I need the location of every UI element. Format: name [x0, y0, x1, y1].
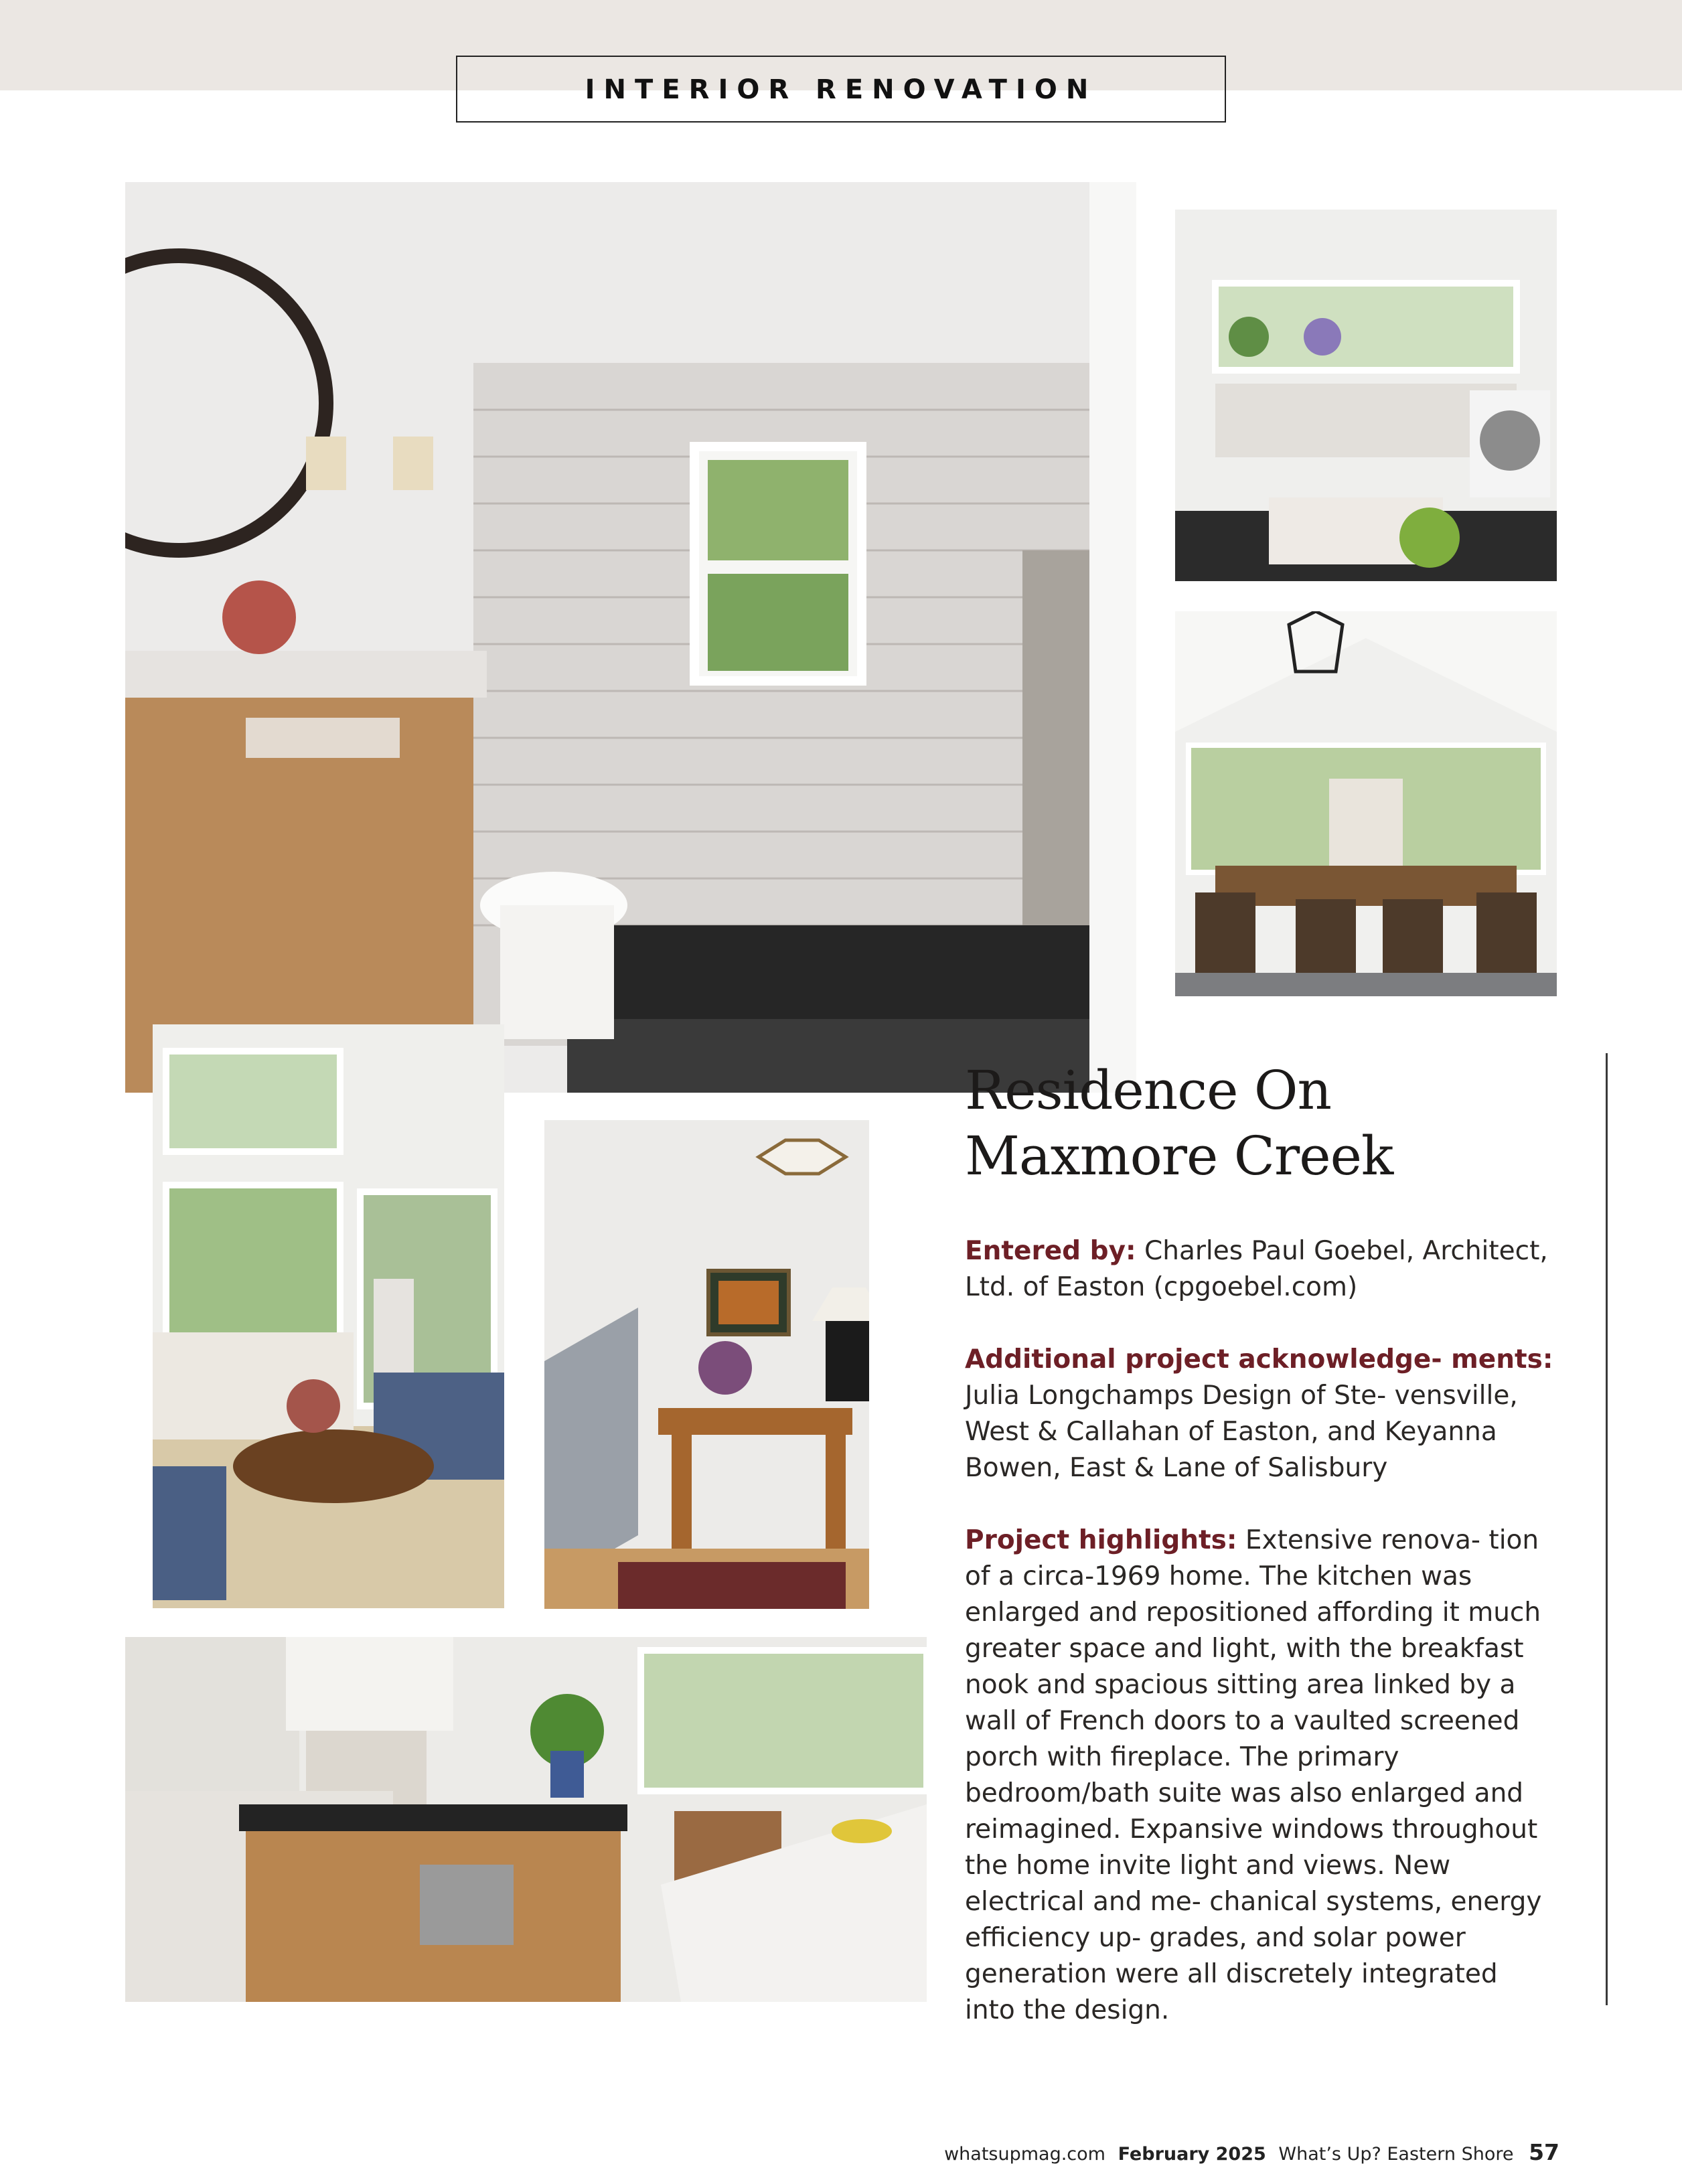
highlights-paragraph: [965, 1523, 1554, 2029]
column-rule: [1606, 1053, 1608, 2005]
article-body: [965, 1058, 1554, 2029]
acknowledgements-text: Julia Longchamps Design of Ste- vensville, West & Callahan of Easton, and Keyanna Bowen, East & Lane of Salisbury: [965, 1381, 1518, 1483]
highlights-label: Project highlights:: [965, 1525, 1237, 1555]
bathroom-photo: [125, 182, 1136, 1093]
footer-site: whatsupmag.com: [944, 2144, 1105, 2165]
acknowledgements-label: Additional project acknowledge- ments:: [965, 1344, 1553, 1375]
porch-photo: [1175, 611, 1557, 996]
highlights-text: Extensive renova- tion of a circa-1969 home. The kitchen was enlarged and repositioned affording it much greater space and light, with the breakfast nook and spacious sitting area linked by a wall of French doors to a vaulted screened porch with fireplace. The primary bedroom/bath suite was also enlarged and reimagined. Expansive windows throughout the home invite light and views. New electrical and me- chanical systems, energy efficiency up- grades, and solar power generation were all discretely integrated into the design.: [965, 1525, 1542, 2025]
entered-by-label: Entered by:: [965, 1236, 1136, 1266]
living-room-photo: [153, 1024, 504, 1608]
acknowledgements-paragraph: [965, 1342, 1554, 1486]
footer-publication: What’s Up? Eastern Shore: [1278, 2144, 1514, 2165]
entered-by-paragraph: [965, 1233, 1554, 1306]
laundry-photo: [1175, 210, 1557, 581]
page-footer: [937, 2139, 1559, 2165]
kitchen-photo: [125, 1637, 927, 2002]
title-line-1: Residence On: [965, 1059, 1331, 1121]
article-title: [965, 1058, 1554, 1189]
section-header-label: INTERIOR RENOVATION: [585, 74, 1097, 105]
entered-by-text: Charles Paul Goebel, Architect, Ltd. of Easton (cpgoebel.com): [965, 1236, 1548, 1302]
stair-hall-photo: [544, 1120, 869, 1609]
footer-issue: February 2025: [1118, 2144, 1266, 2165]
title-line-2: Maxmore Creek: [965, 1125, 1393, 1187]
page-number: 57: [1529, 2139, 1559, 2165]
